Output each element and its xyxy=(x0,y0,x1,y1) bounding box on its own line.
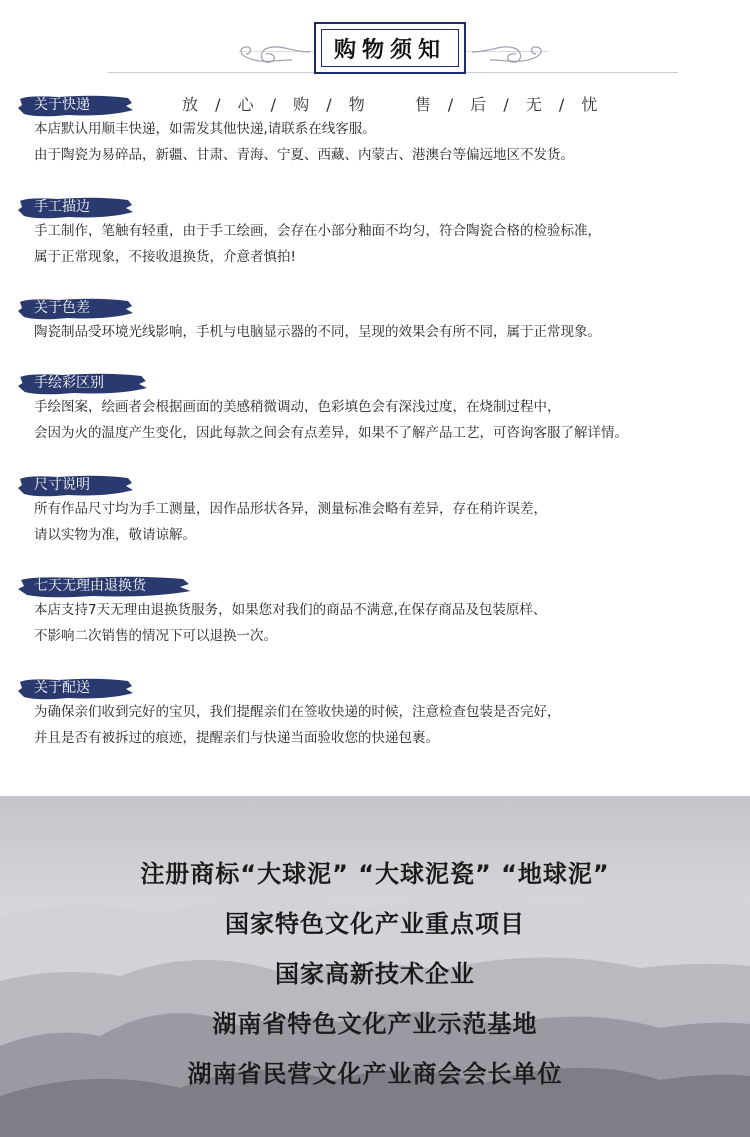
section-text-line: 手绘图案，绘画者会根据画面的美感稍微调动，色彩填色会有深浅过度，在烧制过程中， xyxy=(34,399,561,415)
section-tag: 尺寸说明 xyxy=(18,474,134,496)
cloud-swirl-left-icon xyxy=(232,38,312,72)
section-tag: 关于色差 xyxy=(18,297,134,319)
section-text-line: 本店默认用顺丰快递，如需发其他快递,请联系在线客服。 xyxy=(34,121,376,137)
section-text-line: 陶瓷制品受环境光线影响，手机与电脑显示器的不同，呈现的效果会有所不同，属于正常现象。 xyxy=(34,324,601,340)
cloud-swirl-right-icon xyxy=(470,38,554,72)
section-text-line: 为确保亲们收到完好的宝贝，我们提醒亲们在签收快递的时候，注意检查包装是否完好， xyxy=(34,704,561,720)
section-text-line: 由于陶瓷为易碎品，新疆、甘肃、青海、宁夏、西藏、内蒙古、港澳台等偏远地区不发货。 xyxy=(34,147,574,163)
footer-line: 湖南省民营文化产业商会会长单位 xyxy=(187,1060,563,1088)
header xyxy=(0,0,750,92)
section-tag: 关于配送 xyxy=(18,677,134,699)
footer-banner xyxy=(0,796,750,1137)
footer-line: 注册商标“大球泥” “大球泥瓷” “地球泥” xyxy=(140,860,610,888)
section-tag: 手工描边 xyxy=(18,196,134,218)
section-text-line: 属于正常现象，不接收退换货，介意者慎拍! xyxy=(34,249,296,265)
footer-line: 国家特色文化产业重点项目 xyxy=(225,910,525,938)
section-text-line: 会因为火的温度产生变化，因此每款之间会有点差异，如果不了解产品工艺，可咨询客服了解详情。 xyxy=(34,425,628,441)
footer-line: 湖南省特色文化产业示范基地 xyxy=(212,1010,538,1038)
section-text-line: 所有作品尺寸均为手工测量，因作品形状各异，测量标准会略有差异，存在稍许误差， xyxy=(34,501,547,517)
title-box xyxy=(314,22,466,74)
section-text-line: 本店支持7天无理由退换货服务，如果您对我们的商品不满意,在保存商品及包装原样、 xyxy=(34,602,547,618)
section-tag: 关于快递 xyxy=(18,94,134,116)
footer-line: 国家高新技术企业 xyxy=(275,960,475,988)
section-tag: 七天无理由退换货 xyxy=(18,575,192,597)
section-text-line: 请以实物为准，敬请谅解。 xyxy=(34,527,196,543)
section-text-line: 不影响二次销售的情况下可以退换一次。 xyxy=(34,628,277,644)
page-title: 购物须知 xyxy=(321,29,459,67)
slogan: 放 / 心 / 购 / 物 售 / 后 / 无 / 忧 xyxy=(182,95,604,114)
section-text-line: 手工制作，笔触有轻重，由于手工绘画，会存在小部分釉面不均匀，符合陶瓷合格的检验标准， xyxy=(34,223,601,239)
section-tag: 手绘彩区别 xyxy=(18,372,148,394)
section-text-line: 并且是否有被拆过的痕迹，提醒亲们与快递当面验收您的快递包裹。 xyxy=(34,730,439,746)
